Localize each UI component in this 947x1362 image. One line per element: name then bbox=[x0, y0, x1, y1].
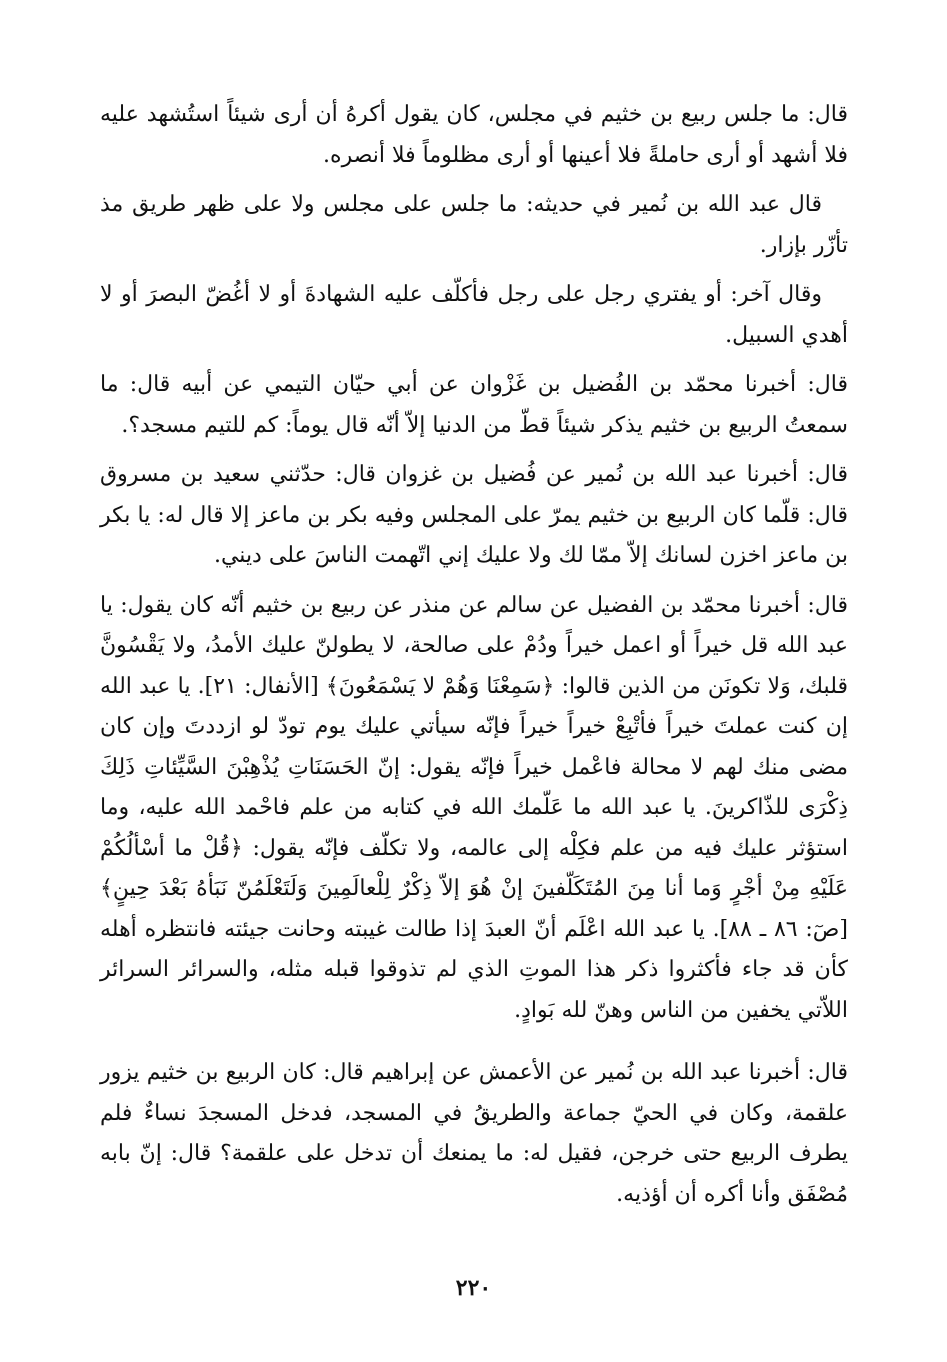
paragraph-6: قال: أخبرنا محمّد بن الفضيل عن سالم عن منذر عن ربيع بن خثيم أنّه كان يقول: يا عبد الله قل خيراً أو اعمل خيراً ودُمْ على صالحة، لا يطولنّ عليك الأمدُ، ولا يَقْسُونَّ قلبك، وَلا تكونَن من الذين قالوا: ﴿سَمِعْنَا وَهُمْ لا يَسْمَعُونَ﴾ [الأنفال: ٢١]. يا عبد الله إن كنت عملتَ خيراً فأتْبِعْ خيراً خيراً فإنّه سيأتي عليك يوم تودّ لو ازددتَ وإن كان مضى منك لهم لا محالة فاعْمل خيراً فإنّه يقول: إنّ الحَسَنَاتِ يُذْهِبْنَ السَّيِّئاتِ ذَلِكَ ذِكْرَى للذّاكرينَ. يا عبد الله ما عَلّمك الله في كتابه من علم فاحْمد الله عليه، وما استؤثر عليك فيه من علم فكِلْه إلى عالمه، ولا تكلّف فإنّه يقول: ﴿قُلْ ما أسْألُكُمْ عَلَيْهِ مِنْ أجْرٍ وَما أنا مِنَ المُتَكَلّفينَ إنْ هُوَ إلاّ ذِكْرٌ لِلْعالَمِينَ وَلَتَعْلَمُنّ نَبَأهُ بَعْدَ حِينٍ﴾ [صٓ: ٨٦ ـ ٨٨]. يا عبد الله اعْلَم أنّ العبدَ إذا طالت غيبته وحانت جيئته فانتظره أهله كأن قد جاء فأكثروا ذكر هذا الموتِ الذي لم تذوقوا قبله مثله، والسرائر السرائر اللاّتي يخفين من الناس وهنّ لله بَوادٍ. bbox=[100, 592, 849, 1023]
paragraph-5: قال: أخبرنا عبد الله بن نُمير عن فُضيل بن غزوان قال: حدّثني سعيد بن مسروق قال: قلّما كان الربيع بن خثيم يمرّ على المجلس وفيه بكر بن ماعز إلا قال له: يا بكر بن ماعز اخزن لسانك إلاّ ممّا لك ولا عليك إني اتّهمت الناسَ على ديني. bbox=[100, 462, 848, 568]
paragraph-1: قال: ما جلس ربيع بن خثيم في مجلس، كان يقول أكرهُ أن أرى شيئاً استُشهد عليه فلا أشهد أو أرى حاملةً فلا أعينها أو أرى مظلوماً فلا أنصره. bbox=[100, 102, 848, 168]
paragraph-2: قال عبد الله بن نُمير في حديثه: ما جلس على مجلس ولا على ظهر طريق مذ تأزّر بإزار. bbox=[100, 192, 848, 258]
paragraph-3: وقال آخر: أو يفتري رجل على رجل فأكلّف عليه الشهادةَ أو لا أغُضّ البصرَ أو لا أهدي السبيل. bbox=[100, 282, 848, 348]
paragraph-7: قال: أخبرنا عبد الله بن نُمير عن الأعمش عن إبراهيم قال: كان الربيع بن خثيم يزور علقمة، وكان في الحيّ جماعة والطريقُ في المسجد، فدخل المسجدَ نساءٌ فلم يطرف الربيع حتى خرجن، فقيل له: ما يمنعك أن تدخل على علقمة؟ قال: إنّ بابه مُصْفَق وأنا أكره أن أؤذيه. bbox=[100, 1060, 848, 1207]
paragraph-4: قال: أخبرنا محمّد بن الفُضيل بن غَزْوان عن أبي حيّان التيمي عن أبيه قال: ما سمعتُ الربيع بن خثيم يذكر شيئاً قطّ من الدنيا إلاّ أنّه قال يوماً: كم للتيم مسجد؟. bbox=[100, 372, 848, 438]
body-text bbox=[100, 95, 848, 1224]
page-number: ٢٢٠ bbox=[455, 1275, 492, 1301]
